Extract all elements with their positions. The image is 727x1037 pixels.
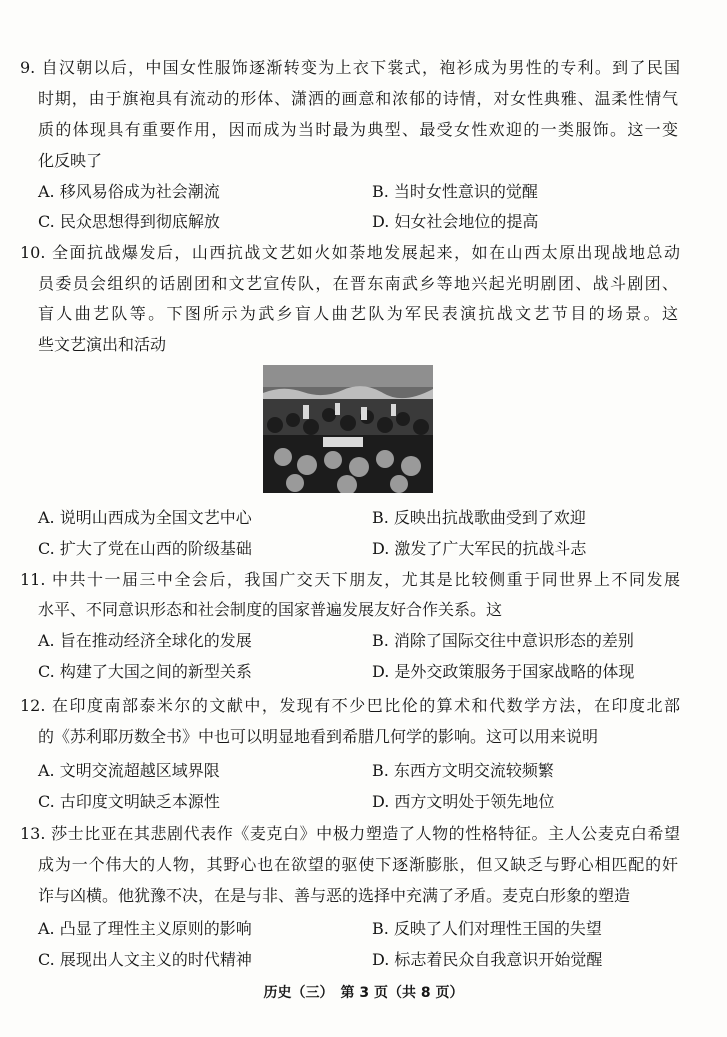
q13-option-a: A. 凸显了理性主义原则的影响: [38, 919, 252, 938]
q12-option-b: B. 东西方文明交流较频繁: [372, 761, 554, 780]
q12-option-c: C. 古印度文明缺乏本源性: [38, 792, 220, 811]
q11-option-c: C. 构建了大国之间的新型关系: [38, 662, 252, 681]
q11-option-a: A. 旨在推动经济全球化的发展: [38, 631, 252, 650]
q9-option-d: D. 妇女社会地位的提高: [372, 212, 539, 231]
q12-option-d: D. 西方文明处于领先地位: [372, 792, 555, 811]
q13-option-b: B. 反映了人们对理性王国的失望: [372, 919, 602, 938]
q9-line-2: 时期，由于旗袍具有流动的形体、潇洒的画意和浓郁的诗情，对女性典雅、温柔性情气: [38, 89, 678, 108]
q10-option-d: D. 激发了广大军民的抗战斗志: [372, 539, 587, 558]
q11-option-d: D. 是外交政策服务于国家战略的体现: [372, 662, 635, 681]
q9-option-b: B. 当时女性意识的觉醒: [372, 182, 538, 201]
q11-line-1: 11. 中共十一届三中全会后，我国广交天下朋友，尤其是比较侧重于同世界上不同发展: [20, 570, 680, 589]
q12-line-2: 的《苏利耶历数全书》中也可以明显地看到希腊几何学的影响。这可以用来说明: [38, 727, 599, 746]
q10-line-2: 员委员会组织的话剧团和文艺宣传队，在晋东南武乡等地兴起光明剧团、战斗剧团、: [38, 274, 678, 293]
performance-photo: [263, 365, 433, 493]
q9-line-3: 质的体现具有重要作用，因而成为当时最为典型、最受女性欢迎的一类服饰。这一变: [38, 120, 678, 139]
q10-line-4: 些文艺演出和活动: [38, 335, 167, 354]
q10-option-b: B. 反映出抗战歌曲受到了欢迎: [372, 508, 586, 527]
q12-line-1: 12. 在印度南部泰米尔的文献中，发现有不少巴比伦的算术和代数学方法，在印度北部: [20, 696, 680, 715]
q10-line-3: 盲人曲艺队等。下图所示为武乡盲人曲艺队为军民表演抗战文艺节目的场景。这: [38, 304, 678, 323]
q13-option-d: D. 标志着民众自我意识开始觉醒: [372, 950, 603, 969]
q13-option-c: C. 展现出人文主义的时代精神: [38, 950, 252, 969]
q9-line-4: 化反映了: [38, 151, 103, 170]
q10-option-c: C. 扩大了党在山西的阶级基础: [38, 539, 252, 558]
q9-option-a: A. 移风易俗成为社会潮流: [38, 182, 220, 201]
q11-option-b: B. 消除了国际交往中意识形态的差别: [372, 631, 634, 650]
q12-option-a: A. 文明交流超越区域界限: [38, 761, 220, 780]
q13-line-2: 成为一个伟大的人物，其野心也在欲望的驱使下逐渐膨胀，但又缺乏与野心相匹配的奸: [38, 855, 678, 874]
q13-line-3: 诈与凶横。他犹豫不决，在是与非、善与恶的选择中充满了矛盾。麦克白形象的塑造: [38, 886, 631, 905]
q10-option-a: A. 说明山西成为全国文艺中心: [38, 508, 252, 527]
q10-line-1: 10. 全面抗战爆发后，山西抗战文艺如火如荼地发展起来，如在山西太原出现战地总动: [20, 243, 680, 262]
q9-line-1: 9. 自汉朝以后，中国女性服饰逐渐转变为上衣下裳式，袍衫成为男性的专利。到了民国: [20, 58, 680, 77]
page-footer: 历史（三） 第 3 页（共 8 页）: [263, 985, 464, 1001]
q9-option-c: C. 民众思想得到彻底解放: [38, 212, 220, 231]
q11-line-2: 水平、不同意识形态和社会制度的国家普遍发展友好合作关系。这: [38, 600, 503, 619]
q13-line-1: 13. 莎士比亚在其悲剧代表作《麦克白》中极力塑造了人物的性格特征。主人公麦克白希望: [20, 824, 680, 843]
